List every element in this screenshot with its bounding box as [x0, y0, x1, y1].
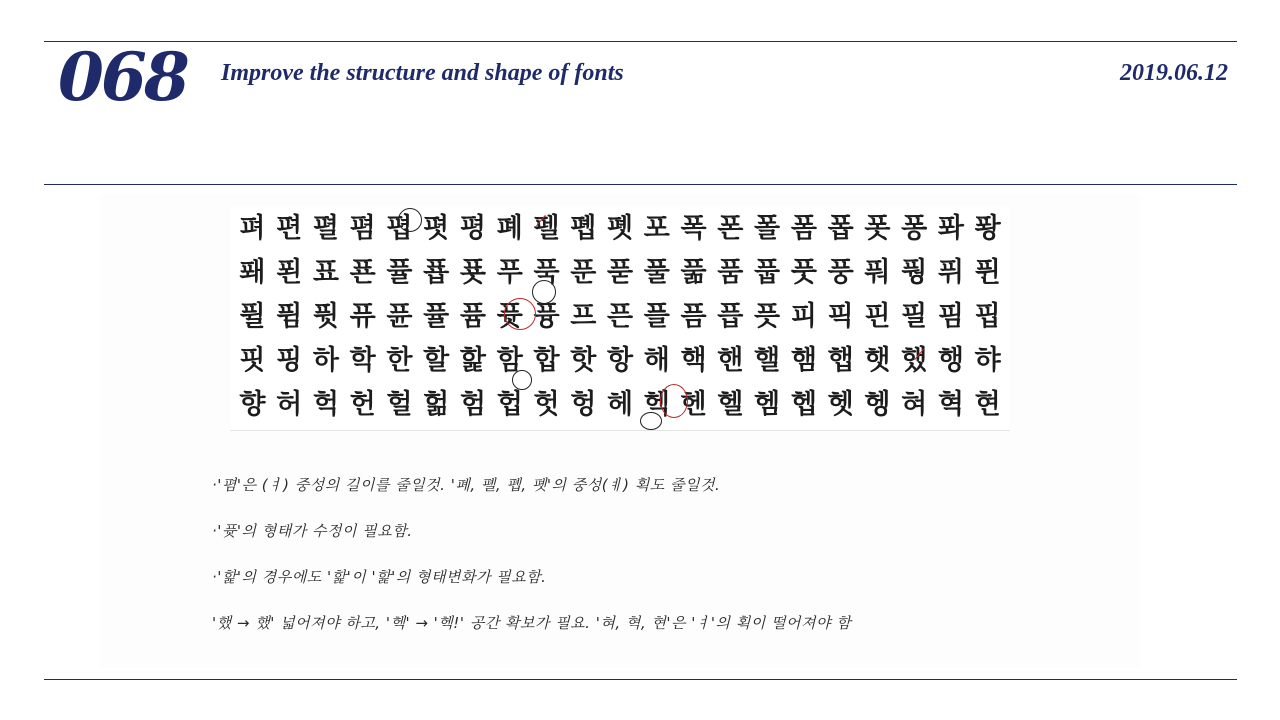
glyph-cell: 풩 [901, 256, 928, 288]
glyph-row [230, 206, 1010, 250]
glyph-cell: 현 [974, 388, 1001, 420]
header-divider [44, 184, 1237, 185]
glyph-cell: 헒 [423, 388, 450, 420]
glyph-cell: 푼 [570, 256, 597, 288]
glyph-cell: 폿 [864, 212, 891, 244]
glyph-cell: 퓽 [533, 300, 560, 332]
glyph-cell: 함 [496, 344, 523, 376]
glyph-cell: 학 [349, 344, 376, 376]
glyph-cell: 픔 [680, 300, 707, 332]
note-line: ·'폄'은 (ㅕ) 중성의 길이를 줄일것. '폐, 폘, 폡, 폣'의 중성(ㅖ) 획도 줄일것. [212, 476, 721, 494]
note-line: '했 → 했' 넓어져야 하고, '헥' → '헥!' 공간 확보가 필요. '혀, 혁, 현'은 'ㅕ'의 획이 떨어져야 함 [212, 614, 852, 632]
bottom-divider [44, 679, 1237, 680]
glyph-cell: 퐁 [901, 212, 928, 244]
glyph-cell: 픽 [827, 300, 854, 332]
glyph-cell: 햄 [790, 344, 817, 376]
glyph-cell: 펼 [312, 212, 339, 244]
glyph-cell: 핌 [937, 300, 964, 332]
glyph-cell: 헷 [827, 388, 854, 420]
glyph-cell: 헥 [643, 388, 670, 420]
glyph-cell: 헌 [349, 388, 376, 420]
glyph-cell: 퓜 [276, 300, 303, 332]
glyph-cell: 핍 [974, 300, 1001, 332]
glyph-cell: 헵 [790, 388, 817, 420]
glyph-cell: 펠 [533, 212, 560, 244]
note-line: ·'핥'의 경우에도 '핥'이 '핥'의 형태변화가 필요함. [212, 568, 547, 586]
glyph-cell: 폣 [606, 212, 634, 244]
glyph-cell: 픕 [717, 300, 744, 332]
glyph-row [230, 382, 1010, 426]
glyph-cell: 프 [570, 300, 597, 332]
issue-number: 068 [58, 38, 187, 116]
glyph-cell: 헴 [754, 388, 781, 420]
glyph-cell: 핵 [680, 344, 707, 376]
glyph-cell: 푯 [459, 256, 487, 288]
glyph-cell: 퐈 [937, 212, 964, 244]
glyph-sheet [230, 206, 1010, 431]
glyph-cell: 해 [643, 344, 670, 376]
glyph-cell: 필 [901, 300, 928, 332]
glyph-cell: 푭 [423, 256, 450, 288]
glyph-cell: 핏 [239, 344, 266, 376]
glyph-cell: 퐤 [239, 256, 266, 288]
glyph-cell: 푿 [606, 256, 634, 288]
handwritten-notes [212, 462, 1132, 646]
glyph-cell: 험 [459, 388, 487, 420]
glyph-cell: 퓰 [423, 300, 450, 332]
glyph-cell: 풀 [643, 256, 670, 288]
glyph-cell: 푄 [276, 256, 303, 288]
glyph-cell: 편 [276, 212, 303, 244]
glyph-cell: 퓨 [349, 300, 376, 332]
note-line: ·'퓻'의 형태가 수정이 필요함. [212, 522, 413, 540]
glyph-cell: 핀 [864, 300, 891, 332]
glyph-row [230, 294, 1010, 338]
glyph-cell: 행 [937, 344, 964, 376]
glyph-cell: 혁 [937, 388, 964, 420]
glyph-cell: 폽 [827, 212, 854, 244]
glyph-cell: 하 [312, 344, 339, 376]
glyph-cell: 폅 [386, 212, 413, 244]
glyph-cell: 햇 [864, 344, 891, 376]
glyph-cell: 퓔 [239, 300, 266, 332]
glyph-cell: 퓰 [386, 256, 413, 288]
glyph-cell: 피 [790, 300, 817, 332]
glyph-cell: 핸 [717, 344, 744, 376]
glyph-cell: 푸 [496, 256, 523, 288]
glyph-cell: 표 [312, 256, 339, 288]
glyph-cell: 햅 [827, 344, 854, 376]
glyph-cell: 핫 [570, 344, 597, 376]
glyph-cell: 할 [423, 344, 450, 376]
glyph-cell: 폼 [790, 212, 817, 244]
glyph-cell: 했 [901, 344, 928, 376]
glyph-cell: 폄 [349, 212, 376, 244]
glyph-cell: 퓟 [312, 300, 339, 332]
date-label: 2019.06.12 [1120, 60, 1228, 86]
glyph-cell: 풋 [790, 256, 817, 288]
glyph-cell: 향 [239, 388, 266, 420]
glyph-cell: 핑 [276, 344, 303, 376]
glyph-cell: 퓻 [496, 300, 523, 332]
glyph-cell: 허 [276, 388, 303, 420]
glyph-cell: 풂 [680, 256, 707, 288]
glyph-cell: 퓌 [937, 256, 964, 288]
glyph-cell: 헬 [717, 388, 744, 420]
glyph-cell: 핼 [754, 344, 781, 376]
glyph-cell: 한 [386, 344, 413, 376]
glyph-cell: 풍 [827, 256, 854, 288]
scanned-proof-sheet [100, 194, 1140, 668]
glyph-cell: 퐝 [974, 212, 1001, 244]
glyph-cell: 푠 [349, 256, 376, 288]
glyph-cell: 폇 [423, 212, 450, 244]
glyph-row [230, 250, 1010, 294]
glyph-cell: 폭 [680, 212, 707, 244]
glyph-cell: 헝 [570, 388, 597, 420]
glyph-cell: 퓐 [974, 256, 1001, 288]
glyph-cell: 핥 [459, 344, 487, 376]
glyph-cell: 혀 [901, 388, 928, 420]
glyph-cell: 플 [643, 300, 670, 332]
page-title: Improve the structure and shape of fonts [221, 60, 624, 86]
glyph-cell: 합 [533, 344, 560, 376]
glyph-row [230, 338, 1010, 382]
glyph-cell: 풔 [864, 256, 891, 288]
top-divider [44, 41, 1237, 42]
glyph-cell: 항 [606, 344, 634, 376]
glyph-cell: 퓸 [459, 300, 487, 332]
glyph-cell: 풉 [754, 256, 781, 288]
glyph-cell: 폐 [496, 212, 523, 244]
glyph-cell: 포 [643, 212, 670, 244]
glyph-cell: 픗 [754, 300, 781, 332]
glyph-cell: 퓬 [386, 300, 413, 332]
glyph-cell: 헐 [386, 388, 413, 420]
glyph-cell: 헛 [533, 388, 560, 420]
glyph-cell: 헤 [606, 388, 634, 420]
glyph-cell: 폡 [570, 212, 597, 244]
glyph-cell: 헨 [680, 388, 707, 420]
glyph-cell: 헹 [864, 388, 891, 420]
glyph-cell: 햐 [974, 344, 1001, 376]
glyph-cell: 폰 [717, 212, 744, 244]
glyph-cell: 평 [459, 212, 487, 244]
glyph-cell: 품 [717, 256, 744, 288]
glyph-cell: 헙 [496, 388, 523, 420]
glyph-cell: 폴 [754, 212, 781, 244]
glyph-cell: 푹 [533, 256, 560, 288]
glyph-cell: 픈 [606, 300, 634, 332]
glyph-cell: 헉 [312, 388, 339, 420]
glyph-cell: 펴 [239, 212, 266, 244]
